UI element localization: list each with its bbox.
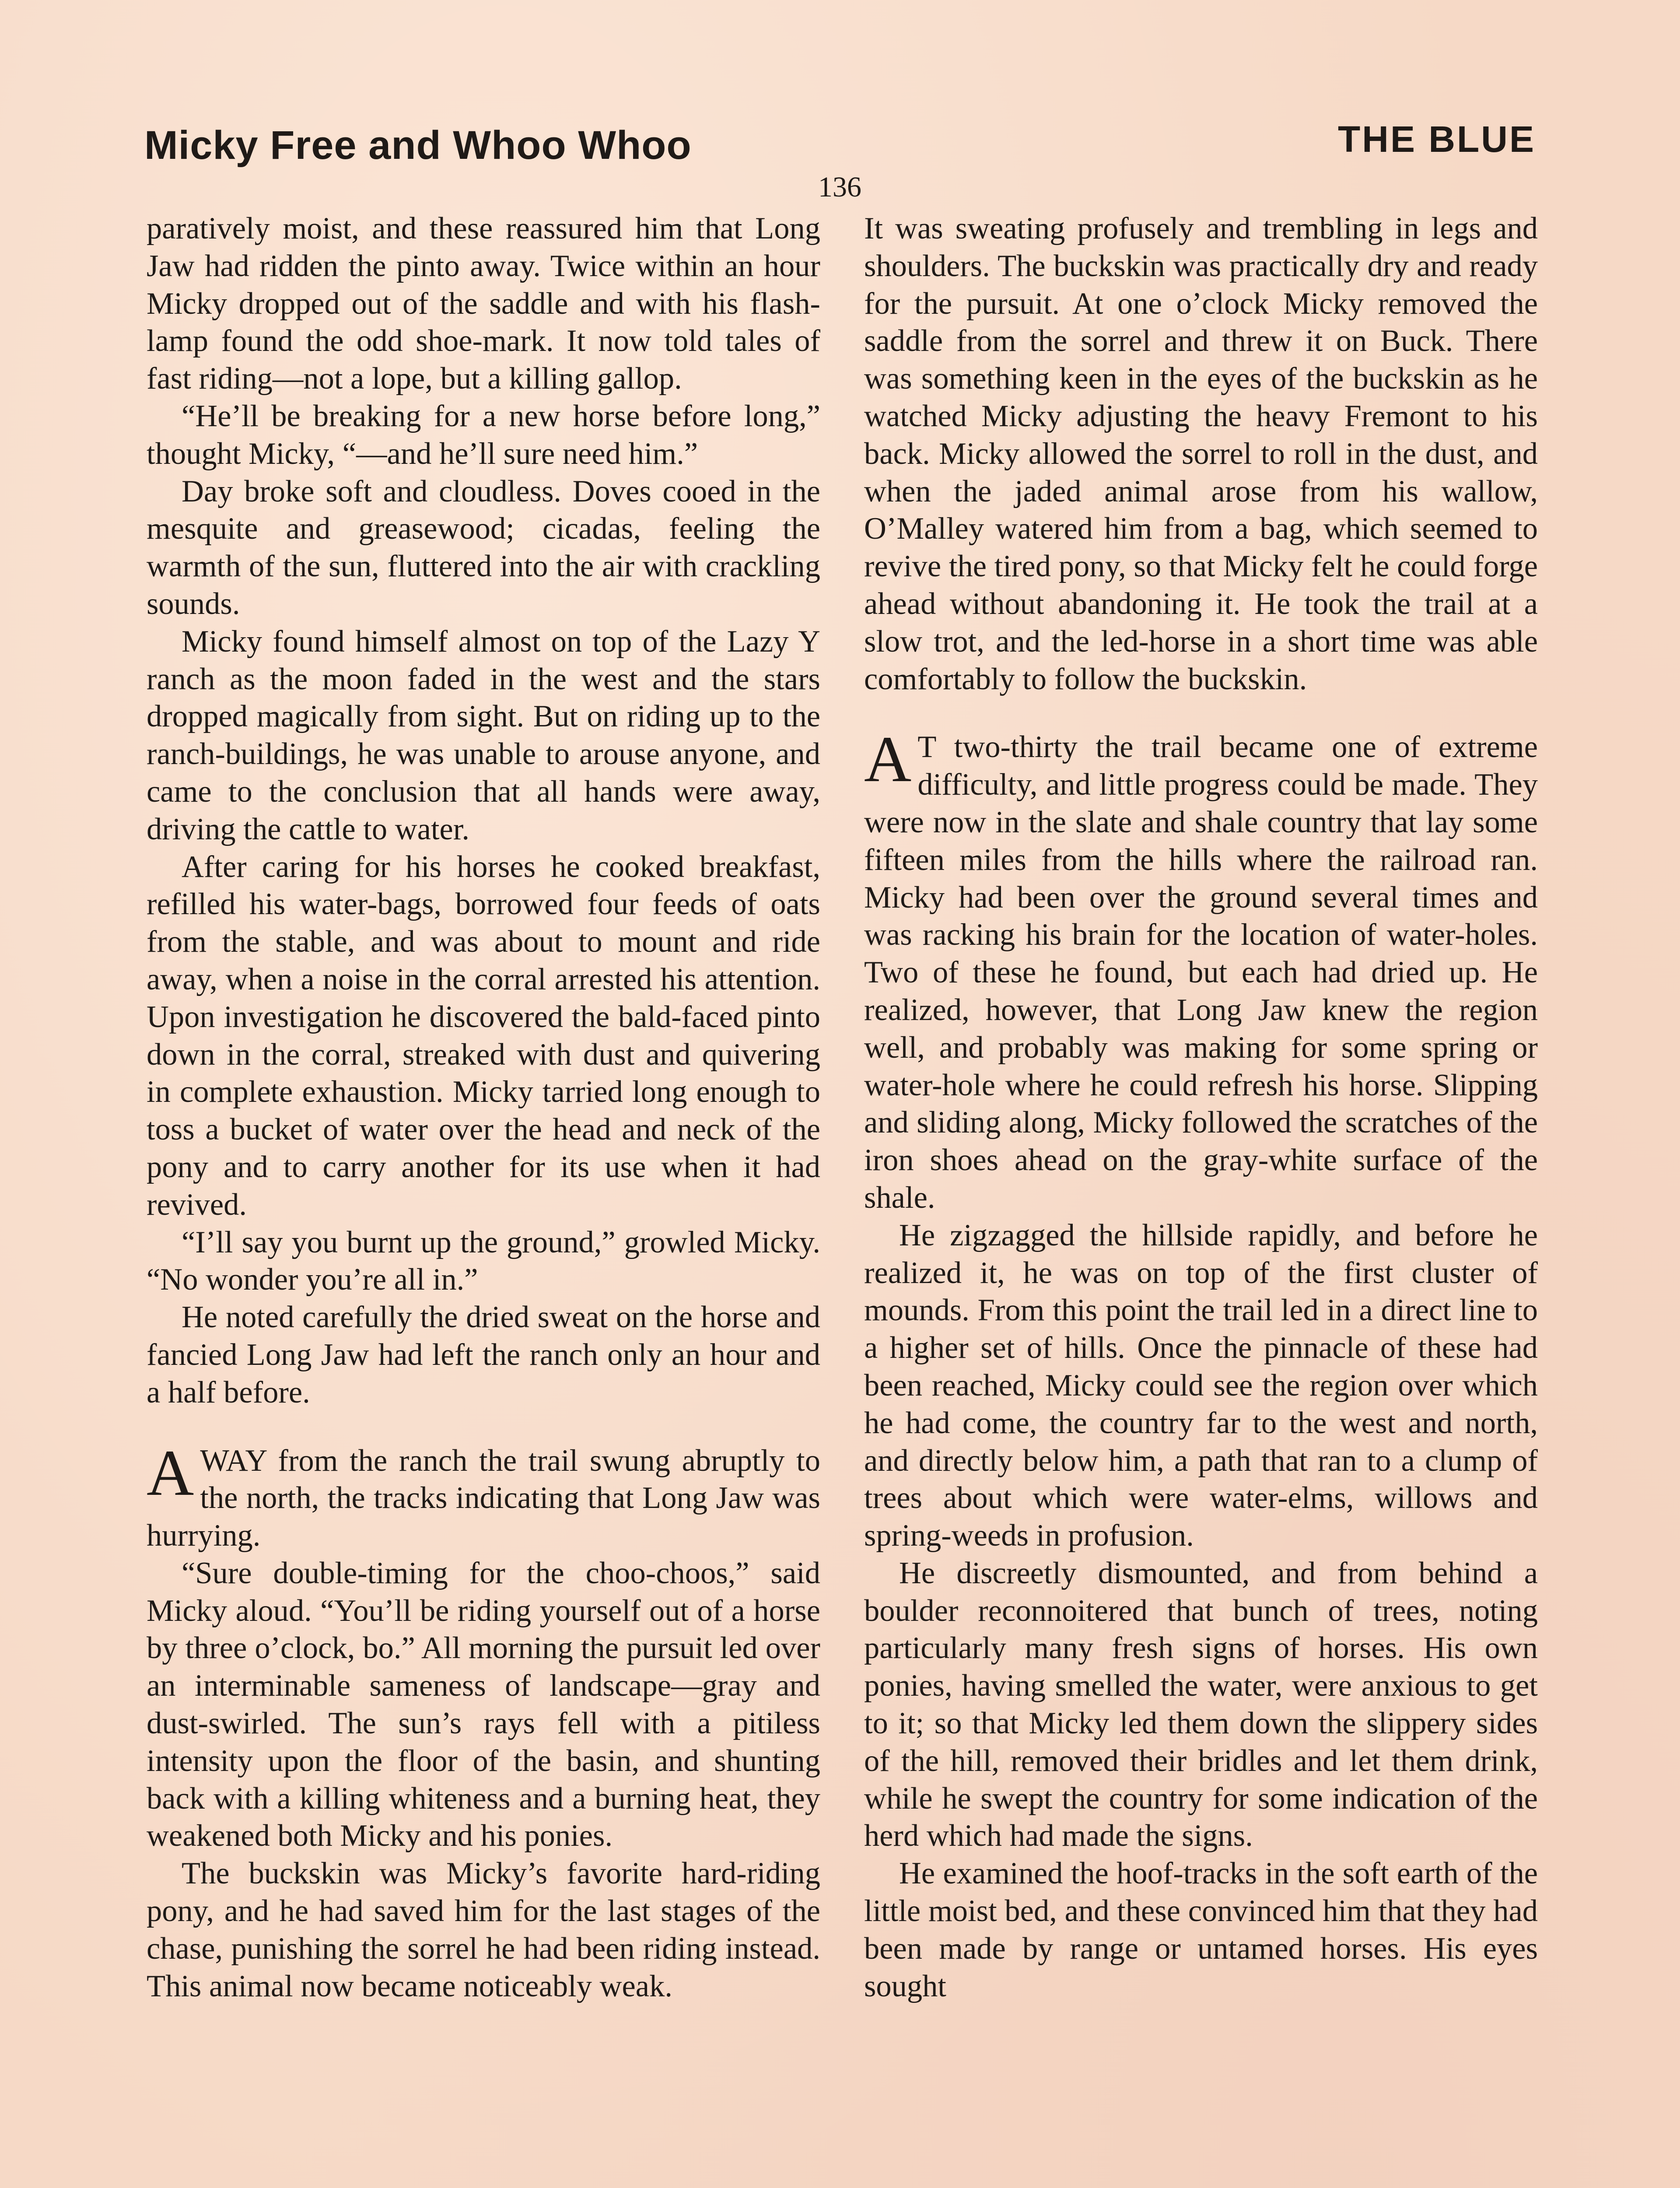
- left-column: [147, 210, 820, 2005]
- section-paragraph: [147, 1436, 820, 1555]
- paragraph: Micky found himself almost on top of the Lazy Y ranch as the moon faded in the west and the stars dropped magically from sight. But on riding up to the ranch-buildings, he was unable to arouse anyone, and came to the conclusion that all hands were away, driving the cattle to water.: [147, 624, 820, 846]
- paragraph-text: WAY from the ranch the trail swung abruptly to the north, the tracks indicating that Long Jaw was hurrying.: [147, 1443, 820, 1553]
- section-paragraph: [864, 723, 1538, 1217]
- paragraph: He examined the hoof-tracks in the soft earth of the little moist bed, and these convinced him that they had been made by range or untamed horses. His eyes sought: [864, 1856, 1538, 2003]
- paragraph: He discreetly dismounted, and from behind a boulder reconnoitered that bunch of trees, noting particularly many fresh signs of horses. His own ponies, having smelled the water, were anxious to get to it; so that Micky led them down the slippery sides of the hill, removed their bridles and let them drink, while he swept the country for some indication of the herd which had made the signs.: [864, 1556, 1538, 1853]
- paragraph: Day broke soft and cloudless. Doves cooed in the mesquite and greasewood; cicadas, feeling the warmth of the sun, fluttered into the air with crackling sounds.: [147, 474, 820, 621]
- story-title: Micky Free and Whoo Whoo: [144, 123, 692, 168]
- paragraph: He zigzagged the hillside rapidly, and before he realized it, he was on top of the first cluster of mounds. From this point the trail led in a direct line to a higher set of hills. Once the pinnacle of these had been reached, Micky could see the region over which he had come, the country far to the west and north, and directly below him, a path that ran to a clump of trees about which were water-elms, willows and spring-weeds in profusion.: [864, 1218, 1538, 1553]
- right-column: [864, 210, 1538, 2005]
- paragraph: After caring for his horses he cooked breakfast, refilled his water-bags, borrowed four feeds of oats from the stable, and was about to mount and ride away, when a noise in the corral arrested his attention. Upon investigation he discovered the bald-faced pinto down in the corral, streaked with dust and quivering in complete exhaustion. Micky tarried long enough to toss a bucket of water over the head and neck of the pony and to carry another for its use when it had revived.: [147, 849, 820, 1222]
- paragraph-text: T two-thirty the trail became one of extreme difficulty, and little progress could be made. They were now in the slate and shale country that lay some fifteen miles from the hills where the railroad ran. Micky had been over the ground several times and was racking his brain for the location of water-holes. Two of these he found, but each had dried up. He realized, however, that Long Jaw knew the region well, and probably was making for some spring or water-hole where he could refresh his horse. Slipping and sliding along, Micky followed the scratches of the iron shoes ahead on the gray-white surface of the shale.: [864, 730, 1538, 1215]
- paragraph: “I’ll say you burnt up the ground,” growled Micky. “No wonder you’re all in.”: [147, 1225, 820, 1297]
- paragraph: The buckskin was Micky’s favorite hard-riding pony, and he had saved him for the last stages of the chase, punishing the sorrel he had been riding instead. This animal now became noticeably weak.: [147, 1856, 820, 2003]
- paragraph: “Sure double-timing for the choo-choos,” said Micky aloud. “You’ll be riding yourself out of a horse by three o’clock, bo.” All morning the pursuit led over an interminable sameness of landscape—gray and dust-swirled. The sun’s rays fell with a pitiless intensity upon the floor of the basin, and shunting back with a killing whiteness and a burning heat, they weakened both Micky and his ponies.: [147, 1556, 820, 1853]
- paragraph: “He’ll be breaking for a new horse before long,” thought Micky, “—and he’ll sure need him.”: [147, 399, 820, 471]
- paragraph: He noted carefully the dried sweat on the horse and fancied Long Jaw had left the ranch only an hour and a half before.: [147, 1300, 820, 1410]
- drop-cap: A: [147, 1436, 194, 1509]
- page-number: 136: [818, 171, 861, 203]
- paragraph: paratively moist, and these reassured him that Long Jaw had ridden the pinto away. Twice within an hour Micky dropped out of the saddle and with his flash-lamp found the odd shoe-mark. It now told tales of fast riding—not a lope, but a killing gallop.: [147, 211, 820, 396]
- magazine-name: THE BLUE: [1338, 119, 1536, 160]
- paragraph: It was sweating profusely and trembling in legs and shoulders. The buckskin was practically dry and ready for the pursuit. At one o’clock Micky removed the saddle from the sorrel and threw it on Buck. There was something keen in the eyes of the buckskin as he watched Micky adjusting the heavy Fremont to his back. Micky allowed the sorrel to roll in the dust, and when the jaded animal arose from his wallow, O’Malley watered him from a bag, which seemed to revive the tired pony, so that Micky felt he could forge ahead without abandoning it. He took the trail at a slow trot, and the led-horse in a short time was able comfortably to follow the buckskin.: [864, 211, 1538, 696]
- drop-cap: A: [864, 723, 912, 796]
